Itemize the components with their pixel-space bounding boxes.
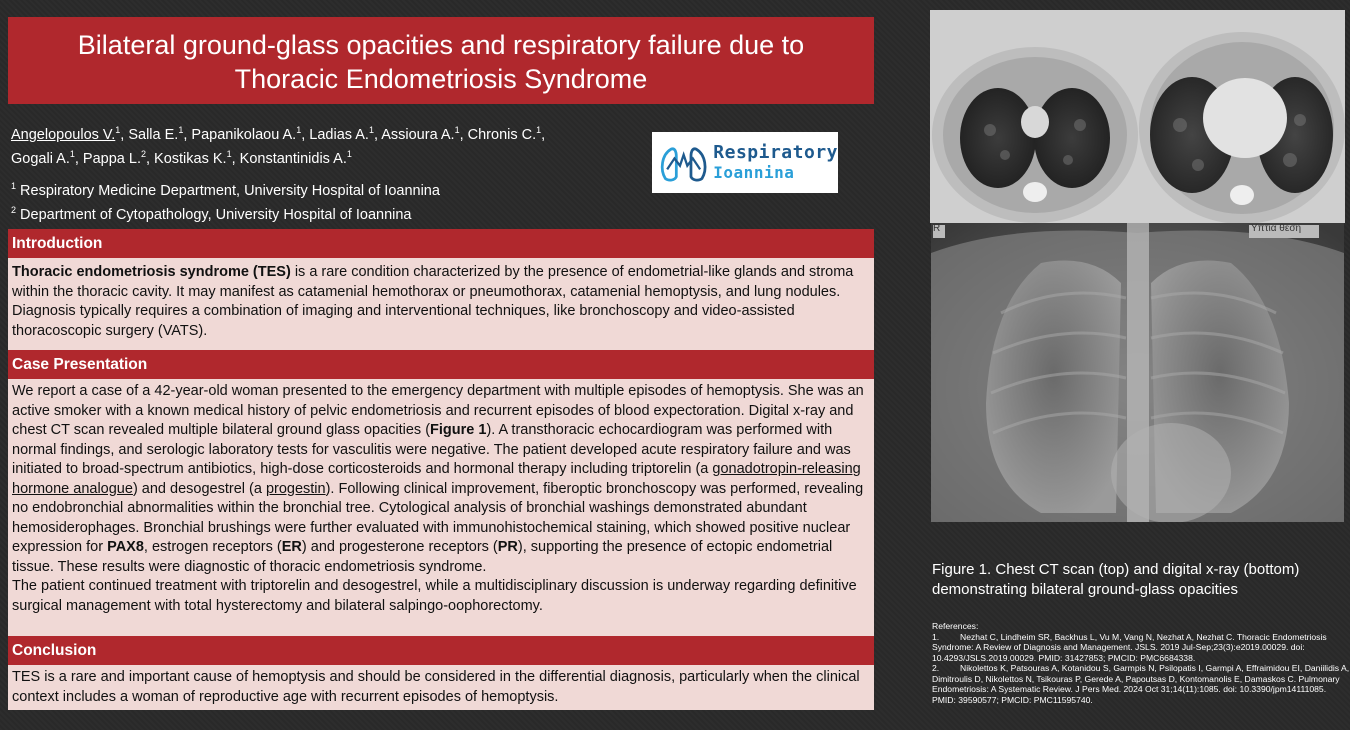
affiliation-2: $^2$ Department of Cytopathology, University Hospital of Ioannina: [11, 204, 412, 223]
references-heading: References:: [932, 621, 979, 631]
case-paragraph-2: The patient continued treatment with triptorelin and desogestrel, while a multidisciplinary discussion is underway regarding definitive surgical management with total hysterectomy and bilateral salpingo-oophorectomy.: [12, 578, 857, 614]
affiliation-1: $^1$ Respiratory Medicine Department, University Hospital of Ioannina: [11, 181, 440, 199]
introduction-heading: Introduction: [8, 229, 874, 258]
conclusion-body: TES is a rare and important cause of hemoptysis and should be considered in the differential diagnosis, particularly when the clinical context includes a woman of reproductive age with recurrent episodes of hemoptysis.: [8, 665, 874, 710]
xray-position-label: Υπτια θεση: [1251, 223, 1302, 234]
chest-ct-image: [930, 10, 1345, 223]
affiliation-list: [11, 177, 641, 225]
gnrh-analogue-link[interactable]: gonadotropin-releasing hormone analogue: [12, 461, 861, 497]
case-presentation-heading: Case Presentation: [8, 350, 874, 379]
logo-text: Respiratory Ioannina: [713, 141, 838, 182]
case-presentation-body: We report a case of a 42-year-old woman presented to the emergency department with multiple episodes of hemoptysis. She was an active smoker with a known medical history of pelvic endometriosis and recurrent episodes of blood expectoration. Digital x-ray and chest CT scan revealed multiple bilateral ground glass opacities (Figure 1). A transthoracic echocardiogram was performed with normal findings, and serologic laboratory tests for vasculitis were negative. The patient developed acute respiratory failure and was initiated to broad-spectrum antibiotics, high-dose corticosteroids and hormonal therapy including triptorelin (a gonadotropin-releasing hormone analogue) and desogestrel (a progestin). Following clinical improvement, fiberoptic bronchoscopy was performed, revealing no endobronchial abnormalities within the bronchial tree. Cytological analysis of bronchial washings demonstrated abundant hemosiderophages. Bronchial brushings were further evaluated with immunohistochemical staining, which showed positive nuclear expression for PAX8, estrogen receptors (ER) and progesterone receptors (PR), supporting the presence of ectopic endometrial tissue. These results were diagnostic of thoracic endometriosis syndrome. The patient continued treatment with triptorelin and desogestrel, while a multidisciplinary discussion is underway regarding definitive surgical management with total hysterectomy and bilateral salpingo-oophorectomy.: [8, 379, 874, 636]
respiratory-ioannina-logo: [652, 132, 838, 193]
conclusion-heading: Conclusion: [8, 636, 874, 665]
reference-item: 1. Nezhat C, Lindheim SR, Backhus L, Vu M, Vang N, Nezhat A, Nezhat C. Thoracic Endometriosis Syndrome: A Review of Diagnosis and Management. JSLS. 2019 Jul-Sep;23(3):e2019.00029. doi: 10.4293/JSLS.2019.00029. PMID: 31427853; PMCID: PMC6684338.: [932, 631, 1327, 663]
authors-line1-rest: , Salla E.$^1$, Papanikolaou A.$^1$, Ladias A.$^1$, Assioura A.$^1$, Chronis C.$^1$,: [120, 125, 546, 143]
title-line-1: Bilateral ground-glass opacities and respiratory failure due to: [77, 30, 805, 60]
references: [932, 621, 1350, 705]
figure-caption: Figure 1. Chest CT scan (top) and digital x-ray (bottom) demonstrating bilateral ground-glass opacities: [932, 561, 1300, 598]
lungs-logo-icon: [658, 140, 709, 186]
author-list: Angelopoulos V.$^1$, Salla E.$^1$, Papanikolaou A.$^1$, Ladias A.$^1$, Assioura A.$^1$, Chronis C.$^1$, Gogali A.$^1$, Pappa L.$^2$, Kostikas K.$^1$, Konstantinidis A.$^1$: [11, 125, 546, 167]
authors-line2: Gogali A.$^1$, Pappa L.$^2$, Kostikas K.$^1$, Konstantinidis A.$^1$: [11, 148, 352, 167]
first-author: Angelopoulos V.: [11, 126, 116, 143]
progestin-link[interactable]: progestin: [265, 480, 326, 497]
reference-item: 2. Nikolettos K, Patsouras A, Kotanidou S, Garmpis N, Psilopatis I, Garmpi A, Effraimidou EI, Daniilidis A, Dimitroulis D, Nikolettos N, Tsikouras P, Gerede A, Papoutsas D, Kontomanolis E, Damaskos C. Pulmonary Endometriosis: A Systematic Review. J Pers Med. 2024 Oct 31;14(11):1085. doi: 10.3390/jpm14111085. PMID: 39590577; PMCID: PMC11595740.: [932, 663, 1350, 705]
xray-side-marker: R: [933, 223, 941, 234]
introduction-body: Thoracic endometriosis syndrome (TES) is a rare condition characterized by the presence of endometrial-like glands and stroma within the thoracic cavity. It may manifest as catamenial hemothorax or pneumothorax, catamenial hemoptysis, and lung nodules. Diagnosis typically requires a combination of imaging and interventional techniques, like bronchoscopy and video-assisted thoracoscopic surgery (VATS).: [8, 258, 874, 350]
poster-title: [8, 17, 874, 104]
chest-xray-image: [931, 223, 1344, 522]
title-line-2: Thoracic Endometriosis Syndrome: [234, 64, 648, 94]
